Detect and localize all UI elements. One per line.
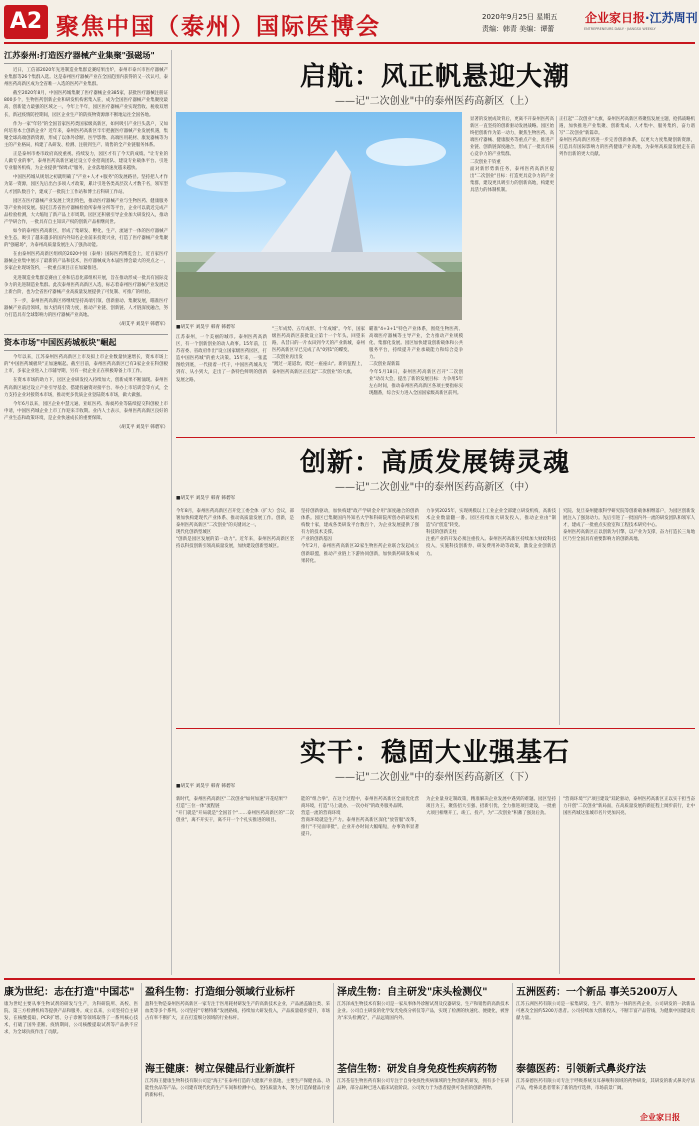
paragraph: 截至2020年8月，中国医药城集聚了医疗器械企业385家，获批医疗器械注册证800多个，生物医药创新企业和研发机构密集入驻，成为全国医疗器械产业集聚度最高、创新能力最强的区域之一。今年上半年，园区医疗器械产业实现营收、税收双增长，新冠疫情防控期间，园区企业生产的防疫物资源源不断地运往全国各地。 <box>4 91 168 118</box>
company-feature-3 <box>145 1060 330 1122</box>
column-divider <box>171 50 172 975</box>
article1-subtitle: ——记"二次创业"中的泰州医药高新区（上） <box>335 96 535 107</box>
company-feature-title: 泽成生物：自主研发"床头检测仪" <box>337 987 488 998</box>
company-feature-body: 江苏五洲医药有限公司是一家集研发、生产、销售为一体的医药企业，公司研发的一款新品可惠及全国约5200万患者。公司持续加大创新投入，不断丰富产品管线，为健康中国建设贡献力量。 <box>516 1002 695 1022</box>
column-divider <box>333 983 334 1123</box>
article1-col3: 显著的发展成效背后，更离不开泰州医药高新区一直坚持的创新驱动发展战略。园区始终把创新作为第一动力，聚焦生物医药、高端医疗器械、健康服务等重点产业，推进产业链、创新链深度融合，形成了一批具有核心竞争力的产业集群。 二次创业千钧重 面对新形势新任务，泰州医药高新区提出"二次创业"目标：打造更具竞争力的产业集群，建设更具吸引力的创新高地，构建更具活力的体制机制。 <box>470 117 554 193</box>
company-feature-5 <box>337 1060 509 1122</box>
column-divider <box>559 508 560 725</box>
article1-photo <box>176 112 462 320</box>
company-feature-title: 五洲医药：一个新品 事关5200万人 <box>516 987 678 998</box>
section-title: 聚焦中国（泰州）国际医博会 <box>56 14 381 40</box>
paragraph: 在资本市场的助力下，园区企业研发投入持续加大，创新成果不断涌现。泰州医药高新区通过设立产业引导基金、搭建投融资对接平台、举办上市培训会等方式，全力支持企业对接资本市场，推动更多优质企业登陆资本市场，做大做强。 <box>4 378 168 398</box>
company-feature-2 <box>145 983 330 1055</box>
company-feature-title: 荃信生物：研发自身免疫性疾病药物 <box>337 1064 497 1075</box>
article3-byline: ■胡艾平 刘昊宇 韩青 韩碧军 <box>176 784 236 789</box>
company-feature-title: 海王健康：树立保健品行业新旗杆 <box>145 1064 295 1075</box>
article3-col2: 能的"组合拳"，在这个过程中，泰州医药高新区全面优化营商环境，打造"马上就办、一次办好"的政务服务品牌。 营造一流的营商环境 营商环境就是生产力。泰州医药高新区深化"放管服"改革，推行"不见面审批"，企业开办时间大幅缩短，办事效率显著提升。 <box>301 797 419 838</box>
article3-col4: "营商环境"与"项目建设"双轮驱动，泰州医药高新区正以实干担当奋力开创"二次创业"新局面，在高质量发展的新征程上阔步前行，让中国医药城这张城市名片更加闪亮。 <box>563 797 695 817</box>
brand-name-main: 企业家日报 <box>585 11 646 25</box>
article2-col2: 坚持创新驱动，加快构建"政产学研金介用"深度融合的创新体系。园区已集聚国内外知名大学和科研院所创办的研发机构数十家，建成各类研发平台数百个，为企业发展提供了强有力的技术支撑。 产业的创新基因 今年2月，泰州医药高新区32家生物医药企业联合发起成立创新联盟，推动产业链上下游协同创新，加快新药研发和成果转化。 <box>301 509 419 564</box>
column-divider <box>556 116 557 434</box>
article1-col1: 江苏泰州，一个美丽的城市。泰州医药高新区，有一个创新创业的动人故事。15年前，江苏省委、省政府作出"设立国家级医药园区，打造中国医药城"的重大决策。15年来，一张蓝图绘到底，一代接着一代干，中国医药城从无到有、从小到大，走出了一条特色鲜明的创新发展之路。 <box>176 335 267 383</box>
paragraph: 中国医药城从规划之初就明确了"产业+人才+服务"的发展路径。坚持把人才作为第一资源，园区先后出台多项人才政策，累计引进各类高层次人才数千名，领军型人才团队数百个，建成了一批院士工作站和博士后科研工作站。 <box>4 175 168 195</box>
company-feature-body: 盈科生物是泰州医药高新区一家专注于医用耗材研发生产的高新技术企业，产品涵盖输注类、采血类等多个系列。公司坚持"专精特新"发展路线，持续加大研发投入，产品质量稳步提升，市场占有率不断扩大，正在打造细分领域的行业标杆。 <box>145 1002 330 1022</box>
company-feature-body: 康为世纪主要从事生物试剂的研发与生产，为科研院所、高校、医院、第三方检测机构等提供产品和服务。成立以来，公司坚持自主研发，在核酸提取、PCR扩增、分子诊断等领域取得了一系列核心技术，打破了国外垄断。疫情期间，公司核酸提取试剂等产品供不应求，为全球抗疫作出了贡献。 <box>4 1002 138 1036</box>
column-divider <box>559 796 560 974</box>
footer-logo: 企业家日报 <box>640 1113 680 1122</box>
article1-col2: "三年成势、五年成形、十年成城"。今年，国家级医药高新区获批设立第十一个年头。回望来路，从昔日的一片农田到今天的产业新城，泰州医药高新区早已完成了从"0到1"的蝶变。 二次创业再出发 "蹚过一道道坎、爬过一座座山"。新的征程上，泰州医药高新区正扛起"二次创业"的大旗。 <box>272 327 365 375</box>
paragraph: 正是泰州市委市政府高度重视、持续发力，园区才有了今天的成绩。"让专业的人做专业的事"，泰州医药高新区通过设立专业招商团队、建设专业载体平台、引进专业服务机构，为企业提供"保姆式"服务，企业落地的速度越来越快。 <box>4 152 168 172</box>
paragraph: 园区在医疗器械产业发展上突出特色，推动医疗器械产业与生物医药、健康服务等产业协同发展。依托江苏省医疗器械检验所泰州分所等平台，企业可以就近完成产品检验检测，大大缩短了新产品上市周期。园区还积极引导企业加大研发投入，推动产学研合作，一批具有自主知识产权的创新产品相继问世。 <box>4 198 168 225</box>
article2-title: 创新：高质发展铸灵魂 <box>300 448 571 478</box>
photo-scene <box>176 112 462 320</box>
article2-col1: 今年8月，泰州医药高新区召开党工委全体（扩大）会议，部署加快构建现代产业体系、推动高质量发展工作。创新，是泰州医药高新区"二次创业"的关键词之一。 现代化创新型城区 "创新是园区发展的第一动力"。近年来，泰州医药高新区坚持以科技创新引领高质量发展，加快建设创新型城区。 <box>176 509 294 550</box>
paragraph: 作为一家"年轻"的全国首家医药类国家级高新区，如何吸引产业巨头落户，又如何培育本土创新企业？近年来，泰州医药高新区牢牢把握医疗器械产业发展机遇，集聚全球高端创新资源，形成了以体外诊断、医学影像、高端医用耗材、康复器械等为主的产业格局，构建了从研发、检测、注册到生产、销售的全产业链服务体系。 <box>4 121 168 148</box>
bottom-band-top-rule <box>4 978 695 980</box>
section-divider <box>176 728 695 729</box>
left-article-byline: （胡艾平 刘昊宇 韩碧军） <box>116 322 168 328</box>
article2-col4: 究院、复旦泰州健康科学研究院等创新载体相继落户，为园区创新发展注入了强劲动力。先后引进了一批国内外一流的研发团队和领军人才，建成了一批重点实验室和工程技术研究中心。 泰州医药高新区正以创新为引擎，以产业为支撑，奋力打造长三角地区乃至全国具有重要影响力的创新高地。 <box>563 509 695 543</box>
page-number: A2 <box>9 9 43 34</box>
paragraph: 在由泰州医药高新区组织的2020中国（泰州）国际医药博览会上，近百家医疗器械企业集中展示了最新的产品和技术，医疗器械成为本届医博会最大的亮点之一，多家企业现场签约，一批重点项目正在加紧推进。 <box>4 252 168 272</box>
company-feature-body: 江苏荃信生物医药有限公司专注于自身免疫性疾病领域的生物创新药研发，拥有多个在研品种，部分品种已进入临床试验阶段。公司致力于为患者提供可负担的创新药物。 <box>337 1079 509 1092</box>
company-feature-title: 康为世纪：志在打造"中国芯" <box>4 987 135 998</box>
header-rule <box>4 42 695 44</box>
left-article-title: 江苏泰州:打造医疗器械产业集聚"强磁场" <box>4 50 168 64</box>
column-divider <box>512 983 513 1123</box>
column-divider <box>141 983 142 1123</box>
brand-name-sub: ·江苏周刊 <box>645 11 698 25</box>
company-feature-body: 江苏泽成生物技术有限公司是一家从事体外诊断试剂及仪器研发、生产和销售的高新技术企业。公司自主研发的化学发光免疫分析仪等产品，实现了检测的快速化、便捷化，被誉为"床头检测仪"，产品远销国内外。 <box>337 1002 509 1022</box>
paragraph: 近日，工信部2020年先进制造业集群竞赛结果出炉，泰州市泰兴市医疗器械产业集群等26个集群入选。这是泰州医疗器械产业在全国范围内获得的又一次认可，泰州医药高新区成为全省唯一入选的医药产业集群。 <box>4 68 168 88</box>
paragraph: 先进制造业集群竞赛由工业和信息化部组织开展，旨在推动形成一批具有国际竞争力的先进制造业集群。此次泰州医药高新区入选，标志着泰州医疗器械产业发展迈上新台阶，也为全省医疗器械产业高质量发展提供了可复制、可推广的经验。 <box>4 275 168 295</box>
issue-date: 2020年9月25日 星期五 <box>482 13 558 21</box>
paragraph: 今年6月以来，园区企业中慧元通、亚虹医药、海昶药业等陆续提交科创板上市申请，中国医药城企业上市工作迎来丰收期。业内人士表示，泰州医药高新区良好的产业生态和政策环境，是企业快速成长的重要保障。 <box>4 401 168 421</box>
company-feature-body: 江苏海王健康生物科技有限公司是"海王"在泰州打造的大健康产业基地，主要生产保健食品、功能性食品等产品。公司建有现代化的生产车间和检测中心，坚持质量为本，努力打造保健品行业的新标杆。 <box>145 1079 330 1099</box>
company-feature-6 <box>516 983 695 1055</box>
paragraph: 今年以来，江苏泰州医药高新区上市及拟上市企业数量快速增长，资本市场上的"中国医药城板块"正加速崛起。截至目前，泰州医药高新区已有3家企业在科创板上市，多家企业进入上市辅导期，另有一批企业正在积极筹备上市工作。 <box>4 355 168 375</box>
company-feature-4 <box>337 983 509 1055</box>
company-feature-body: 江苏泰德医药有限公司专注于呼吸系统及耳鼻喉科领域的药物研发，其研发的新式鼻炎疗法产品，给鼻炎患者带来了新的治疗选择，市场前景广阔。 <box>516 1079 695 1092</box>
company-feature-title: 泰德医药：引领新式鼻炎疗法 <box>516 1064 646 1075</box>
brand-english: ENTREPRENEURS DAILY · JIANGSU WEEKLY <box>584 27 656 31</box>
left-article2-byline: （胡艾平 刘昊宇 韩碧军） <box>116 425 168 431</box>
article1-byline: ■胡艾平 刘昊宇 韩青 韩碧军 <box>176 325 236 330</box>
company-feature-7 <box>516 1060 695 1112</box>
article3-subtitle: ——记"二次创业"中的泰州医药高新区（下） <box>335 772 535 783</box>
left-article <box>4 50 168 975</box>
brand-name <box>585 9 698 26</box>
article1-title: 启航：风正帆悬迎大潮 <box>300 62 571 92</box>
left-article2-title: 资本市场"中国医药城板块"崛起 <box>4 334 168 351</box>
article3-col3: 为企业量身定制政策，精准解决企业发展中遇到的难题。园区坚持项目为王，聚焦招大引强、招新引优，全力推进项目建设，一批重大项目相继开工、竣工、投产，为"二次创业"积蓄了强劲后劲。 <box>426 797 556 817</box>
article1-col5: 正扛起"二次创业"大旗，泰州医药高新区将聚焦发展主题，抢抓战略机遇，加快推进产业集聚、创新集成、人才集中、服务集约，奋力谱写"二次创业"新篇章。 泰州医药高新区将进一步完善创新体系，以更大力度集聚创新资源，打造具有国际影响力的医药健康产业高地，为泰州高质量发展走在前列作出新的更大贡献。 <box>559 117 695 158</box>
company-feature-1 <box>4 983 138 1123</box>
page-header <box>0 0 699 44</box>
paragraph: 下一步，泰州医药高新区将继续坚持高端引领、创新驱动、集聚发展，瞄准医疗器械产业前沿领域，加大招商引资力度，推动产业链、创新链、人才链深度融合，努力打造具有全球影响力的医疗器械产业高地。 <box>4 298 168 318</box>
article1-col4: 瞄准"4+3+1"特色产业体系，围绕生物医药、高端医疗器械等主导产业，全力推动产业规模化、集群化发展。园区加快建设创新载体和公共服务平台，持续提升产业承载能力和综合竞争力。 二次创业谋新篇 今年5月18日，泰州医药高新区召开"二次创业"动员大会，提出了新的发展目标：力争用5年左右时间，推动泰州医药高新区各项主要指标实现翻番，综合实力进入全国国家级高新区前列。 <box>369 327 463 396</box>
paragraph: 如今的泰州医药高新区，形成了集研发、孵化、生产、流通于一体的医疗器械产业生态，吸引了越来越多的国内外知名企业前来投资兴业，打造了医疗器械产业集聚的"强磁场"，为泰州高质量发展注入了强劲动能。 <box>4 228 168 249</box>
left-article-body <box>4 67 168 332</box>
article3-title: 实干：稳固大业强基石 <box>300 738 571 768</box>
left-article2-body <box>4 354 168 431</box>
article2-subtitle: ——记"二次创业"中的泰州医药高新区（中） <box>335 482 535 493</box>
company-feature-title: 盈科生物：打造细分领域行业标杆 <box>145 987 295 998</box>
editors: 责编：韩青 美编：谭蕾 <box>482 25 555 33</box>
article2-col3: 力争到2025年，实现规模以上工业企业全部建立研发机构，高新技术企业数量翻一番。园区持续加大研发投入，推动企业由"制造"向"创造"转变。 科技的创新支柱 注重产业的开发必须注重投入。泰州医药高新区持续加大财政科技投入，实施科技创新券、研发费用补助等政策，激发企业创新活力。 <box>426 509 556 557</box>
article2-byline: ■胡艾平 刘昊宇 韩青 韩碧军 <box>176 496 236 501</box>
article3-col1: 新时代，泰州医药高新区"二次创业"如何加速"开花结果"？ 打造"三位一体"流程链 "开门就是"开局就是"全国首个"……泰州医药高新区的"二次创业"，离不开实干，离不开一个个扎实推进的项目。 <box>176 797 294 824</box>
section-divider <box>176 437 695 438</box>
